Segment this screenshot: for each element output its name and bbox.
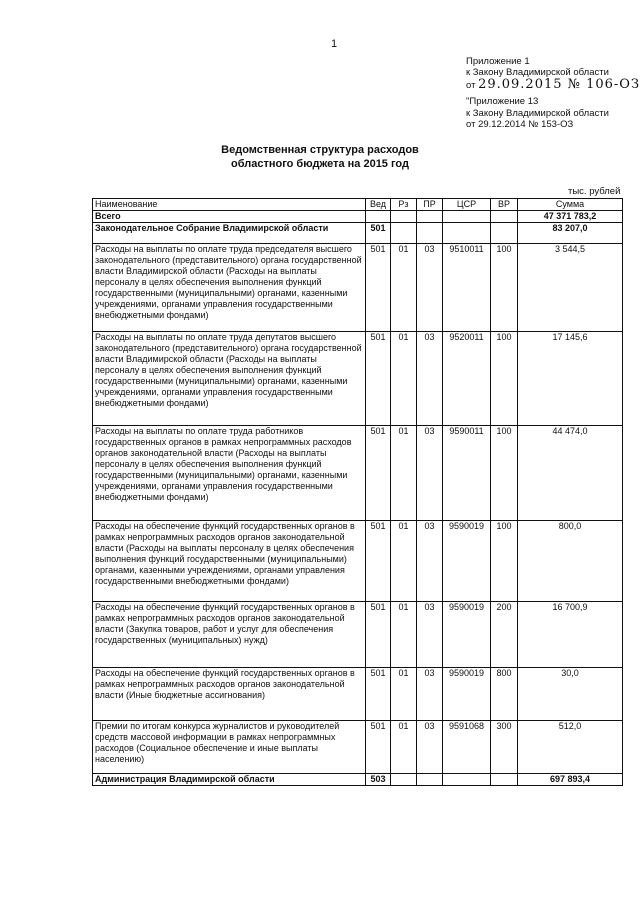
row-pr: 03: [417, 332, 443, 426]
row-pr: 03: [417, 721, 443, 774]
org-name: Администрация Владимирской области: [93, 774, 366, 786]
header-csr: ЦСР: [443, 199, 491, 211]
document-title-line-1: Ведомственная структура расходов: [221, 144, 419, 156]
budget-table: [92, 198, 623, 786]
row-csr: 9591068: [443, 721, 491, 774]
row-pr: 03: [417, 521, 443, 602]
row-ved: 501: [366, 426, 391, 521]
row-name: Премии по итогам конкурса журналистов и руководителей средств массовой информации в рамках непрограммных расходов (Социальное обеспечение и иные выплаты населению): [93, 721, 366, 774]
org-ved: 503: [366, 774, 391, 786]
table-header-row: [93, 199, 623, 211]
row-vr: 100: [491, 521, 518, 602]
total-name: Всего: [93, 211, 366, 223]
header-name: Наименование: [93, 199, 366, 211]
row-csr: 9590011: [443, 426, 491, 521]
row-ved: 501: [366, 521, 391, 602]
header-pr: ПР: [417, 199, 443, 211]
document-title-line-2: областного бюджета на 2015 год: [231, 158, 409, 170]
row-ved: 501: [366, 668, 391, 721]
row-csr: 9590019: [443, 521, 491, 602]
row-csr: 9590019: [443, 602, 491, 668]
annex-line-6: от 29.12.2014 № 153-ОЗ: [466, 119, 574, 130]
total-sum: 47 371 783,2: [518, 211, 623, 223]
row-ved: 501: [366, 602, 391, 668]
row-csr: 9590019: [443, 668, 491, 721]
row-sum: 17 145,6: [518, 332, 623, 426]
annex-line-1: Приложение 1: [466, 56, 530, 67]
org-sum: 697 893,4: [518, 774, 623, 786]
table-row: [93, 521, 623, 602]
org-row: [93, 223, 623, 244]
org-row: [93, 774, 623, 786]
row-name: Расходы на выплаты по оплате труда председателя высшего законодательного (представительного) органа государственной власти Владимирской области (Расходы на выплаты персоналу в целях обеспечения выполнения функций государственными (муниципальными) органами, казенными учреждениями, органами управления государственными внебюджетными фондами): [93, 244, 366, 332]
header-sum: Сумма: [518, 199, 623, 211]
header-ved: Вед: [366, 199, 391, 211]
annex-line-3: [466, 79, 640, 91]
annex-handwritten-date: 29.09.2015 № 106-ОЗ: [478, 77, 640, 92]
row-name: Расходы на обеспечение функций государственных органов в рамках непрограммных расходов органов законодательной власти (Закупка товаров, работ и услуг для обеспечения государственных (муниципальных) нужд): [93, 602, 366, 668]
row-name: Расходы на выплаты по оплате труда работников государственных органов в рамках непрограммных расходов органов законодательной власти (Расходы на выплаты персоналу в целях обеспечения выполнения функций государственными (муниципальными) органами, казенными учреждениями, органами управления государственными внебюджетными фондами): [93, 426, 366, 521]
units-label: тыс. рублей: [568, 186, 621, 197]
row-vr: 100: [491, 244, 518, 332]
row-csr: 9520011: [443, 332, 491, 426]
row-rz: 01: [391, 721, 417, 774]
table-row: [93, 332, 623, 426]
org-name: Законодательное Собрание Владимирской области: [93, 223, 366, 244]
row-sum: 16 700,9: [518, 602, 623, 668]
row-vr: 300: [491, 721, 518, 774]
row-name: Расходы на обеспечение функций государственных органов в рамках непрограммных расходов органов законодательной власти (Расходы на выплаты персоналу в целях обеспечения выполнения функций государственными (муниципальными) органами, казенными учреждениями, органами управления государственными внебюджетными фондами): [93, 521, 366, 602]
row-sum: 3 544,5: [518, 244, 623, 332]
row-vr: 200: [491, 602, 518, 668]
annex-date-prefix: от: [466, 80, 476, 91]
annex-line-4: "Приложение 13: [466, 96, 539, 107]
table-row: [93, 721, 623, 774]
org-ved: 501: [366, 223, 391, 244]
page-number: 1: [331, 38, 338, 50]
row-vr: 100: [491, 332, 518, 426]
row-vr: 100: [491, 426, 518, 521]
table-row: [93, 244, 623, 332]
table-row: [93, 602, 623, 668]
row-rz: 01: [391, 668, 417, 721]
row-sum: 512,0: [518, 721, 623, 774]
row-ved: 501: [366, 244, 391, 332]
header-rz: Рз: [391, 199, 417, 211]
row-csr: 9510011: [443, 244, 491, 332]
row-vr: 800: [491, 668, 518, 721]
row-name: Расходы на обеспечение функций государственных органов в рамках непрограммных расходов органов законодательной власти (Иные бюджетные ассигнования): [93, 668, 366, 721]
table-row: [93, 426, 623, 521]
row-rz: 01: [391, 332, 417, 426]
table-row: [93, 668, 623, 721]
annex-line-5: к Закону Владимирской области: [466, 108, 609, 119]
row-rz: 01: [391, 426, 417, 521]
row-pr: 03: [417, 602, 443, 668]
row-rz: 01: [391, 244, 417, 332]
total-row: [93, 211, 623, 223]
row-sum: 44 474,0: [518, 426, 623, 521]
org-sum: 83 207,0: [518, 223, 623, 244]
row-name: Расходы на выплаты по оплате труда депутатов высшего законодательного (представительного) органа государственной власти Владимирской области (Расходы на выплаты персоналу в целях обеспечения выполнения функций государственными (муниципальными) органами, казенными учреждениями, органами управления государственными внебюджетными фондами): [93, 332, 366, 426]
row-pr: 03: [417, 426, 443, 521]
row-sum: 800,0: [518, 521, 623, 602]
row-rz: 01: [391, 602, 417, 668]
row-pr: 03: [417, 244, 443, 332]
row-pr: 03: [417, 668, 443, 721]
row-ved: 501: [366, 332, 391, 426]
annex-line-2: к Закону Владимирской области: [466, 67, 609, 78]
row-ved: 501: [366, 721, 391, 774]
header-vr: ВР: [491, 199, 518, 211]
row-sum: 30,0: [518, 668, 623, 721]
row-rz: 01: [391, 521, 417, 602]
